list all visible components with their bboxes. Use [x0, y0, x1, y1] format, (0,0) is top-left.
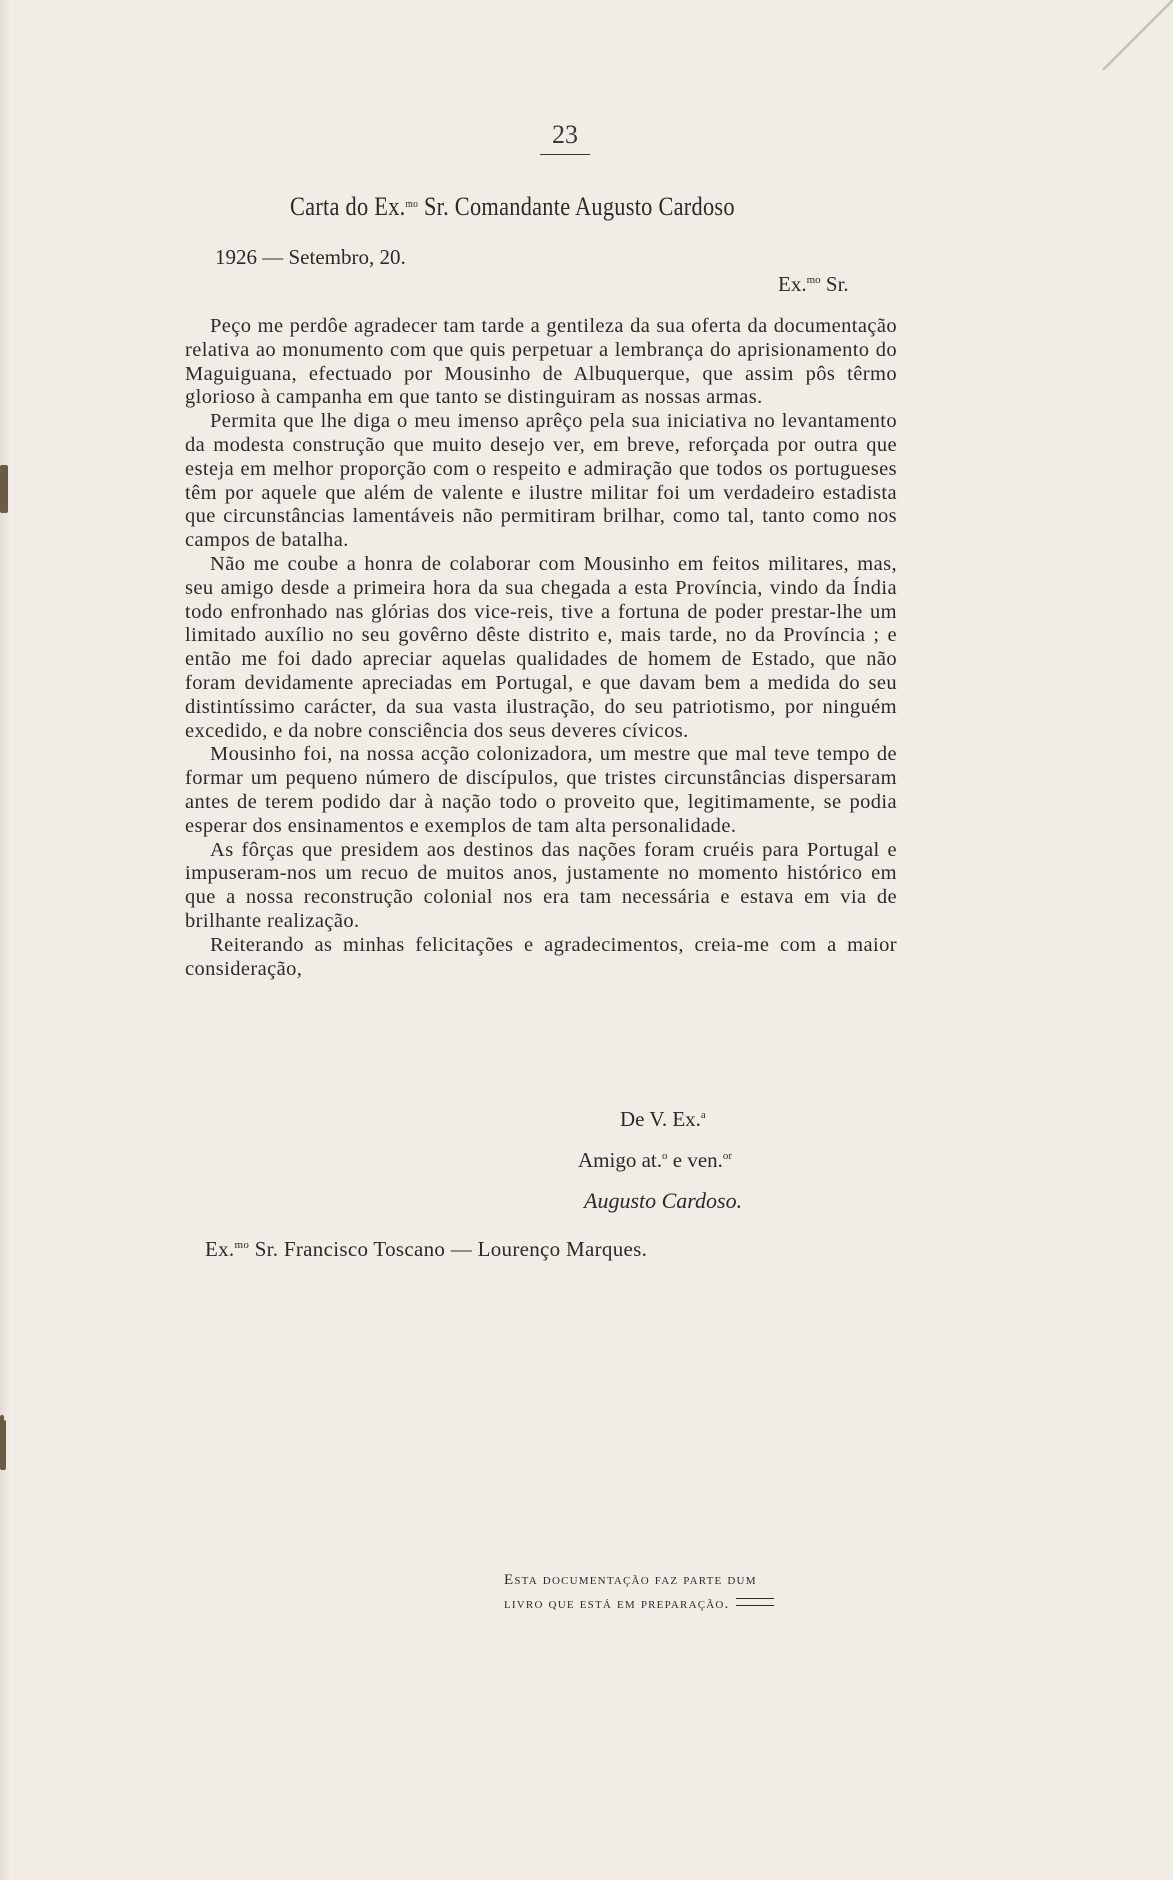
body-paragraph: Não me coube a honra de colaborar com Mousinho em feitos militares, mas, seu amigo desde a primeira hora da sua chegada a esta Província, vindo da Índia todo enfronhado nas glórias dos vice-reis, tive a fortuna de poder prestar-lhe um limitado auxílio no seu govêrno dêste distrito e, mais tarde, no da Província ; e então me foi dado apreciar aquelas qualidades de homem de Estado, que não foram devidamente apreciadas em Portugal, e que davam bem a medida do seu distintíssimo carácter, da sua vasta ilustração, do seu patriotismo, por ninguém excedido, e da nobre consciência dos seus deveres cívicos.	[185, 552, 897, 742]
signature: Augusto Cardoso.	[584, 1188, 743, 1213]
closing-line-2	[578, 1148, 732, 1173]
letter-title-suffix: Sr. Comandante Augusto Cardoso	[418, 192, 735, 221]
addressee	[205, 1237, 647, 1262]
letter-title	[290, 192, 735, 222]
body-paragraph: Peço me perdôe agradecer tam tarde a gentileza da sua oferta da documentação relativa ao monumento com que quis perpetuar a lembrança do aprisionamento do Maguiguana, efectuado por Mousinho de Albuquerque, que assim pôs têrmo glorioso à campanha em que tanto se distinguiram as nossas armas.	[185, 315, 897, 409]
closing-line-1	[620, 1107, 706, 1132]
letter-title-superscript: mo	[405, 198, 419, 210]
salutation-prefix: Ex.	[778, 272, 807, 296]
edge-stain-mark	[0, 1420, 6, 1470]
closing-line-1-text: De V. Ex.	[620, 1107, 701, 1131]
footnote-line-1: Esta documentação faz parte dum	[504, 1572, 757, 1588]
addressee-suffix: Sr. Francisco Toscano — Lourenço Marques.	[249, 1237, 648, 1261]
page-fold-mark	[1103, 0, 1173, 70]
salutation	[778, 272, 849, 297]
closing-line-2-superscript-2: or	[722, 1150, 733, 1162]
salutation-superscript: mo	[806, 274, 821, 286]
body-paragraph: Reiterando as minhas felicitações e agradecimentos, creia-me com a maior consideração,	[185, 933, 897, 980]
footnote-line-2	[504, 1592, 774, 1616]
salutation-suffix: Sr.	[820, 272, 849, 296]
closing-line-2-text: Amigo at.	[578, 1148, 662, 1172]
page-number: 23	[540, 120, 590, 155]
closing-line-1-superscript: a	[700, 1109, 706, 1121]
body-paragraph: Permita que lhe diga o meu imenso aprêço pela sua iniciativa no levantamento da modesta construção que muito desejo ver, em breve, reforçada por outra que esteja em melhor proporção com o respeito e admiração que todos os portugueses têm por aquele que além de valente e ilustre militar foi um verdadeiro estadista que circunstâncias lamentáveis não permitiram brilhar, como tal, tanto como nos campos de batalha.	[185, 410, 897, 552]
closing-line-2-middle: e ven.	[667, 1148, 723, 1172]
page-left-edge	[0, 0, 10, 1880]
addressee-superscript: mo	[234, 1239, 250, 1251]
footnote-end-rule	[736, 1598, 774, 1606]
edge-stain-mark	[0, 465, 8, 513]
addressee-prefix: Ex.	[205, 1237, 235, 1261]
body-paragraph: Mousinho foi, na nossa acção colonizadora, um mestre que mal teve tempo de formar um pequeno número de discípulos, que tristes circunstâncias dispersaram antes de terem podido dar à nação todo o proveito que, legitimamente, se podia esperar dos ensinamentos e exemplos de tam alta personalidade.	[185, 743, 897, 837]
letter-date: 1926 — Setembro, 20.	[215, 245, 406, 269]
body-paragraph: As fôrças que presidem aos destinos das nações foram cruéis para Portugal e impuseram-nos um recuo de muitos anos, justamente no momento histórico em que a nossa reconstrução colonial nos era tam necessária e estava em via de brilhante realização.	[185, 838, 897, 932]
closing-line-2-superscript-1: o	[662, 1150, 668, 1162]
footnote-line-2-text: livro que está em preparação.	[504, 1596, 730, 1612]
footnote	[504, 1568, 774, 1616]
letter-body	[185, 315, 897, 981]
letter-title-prefix: Carta do Ex.	[290, 192, 406, 221]
